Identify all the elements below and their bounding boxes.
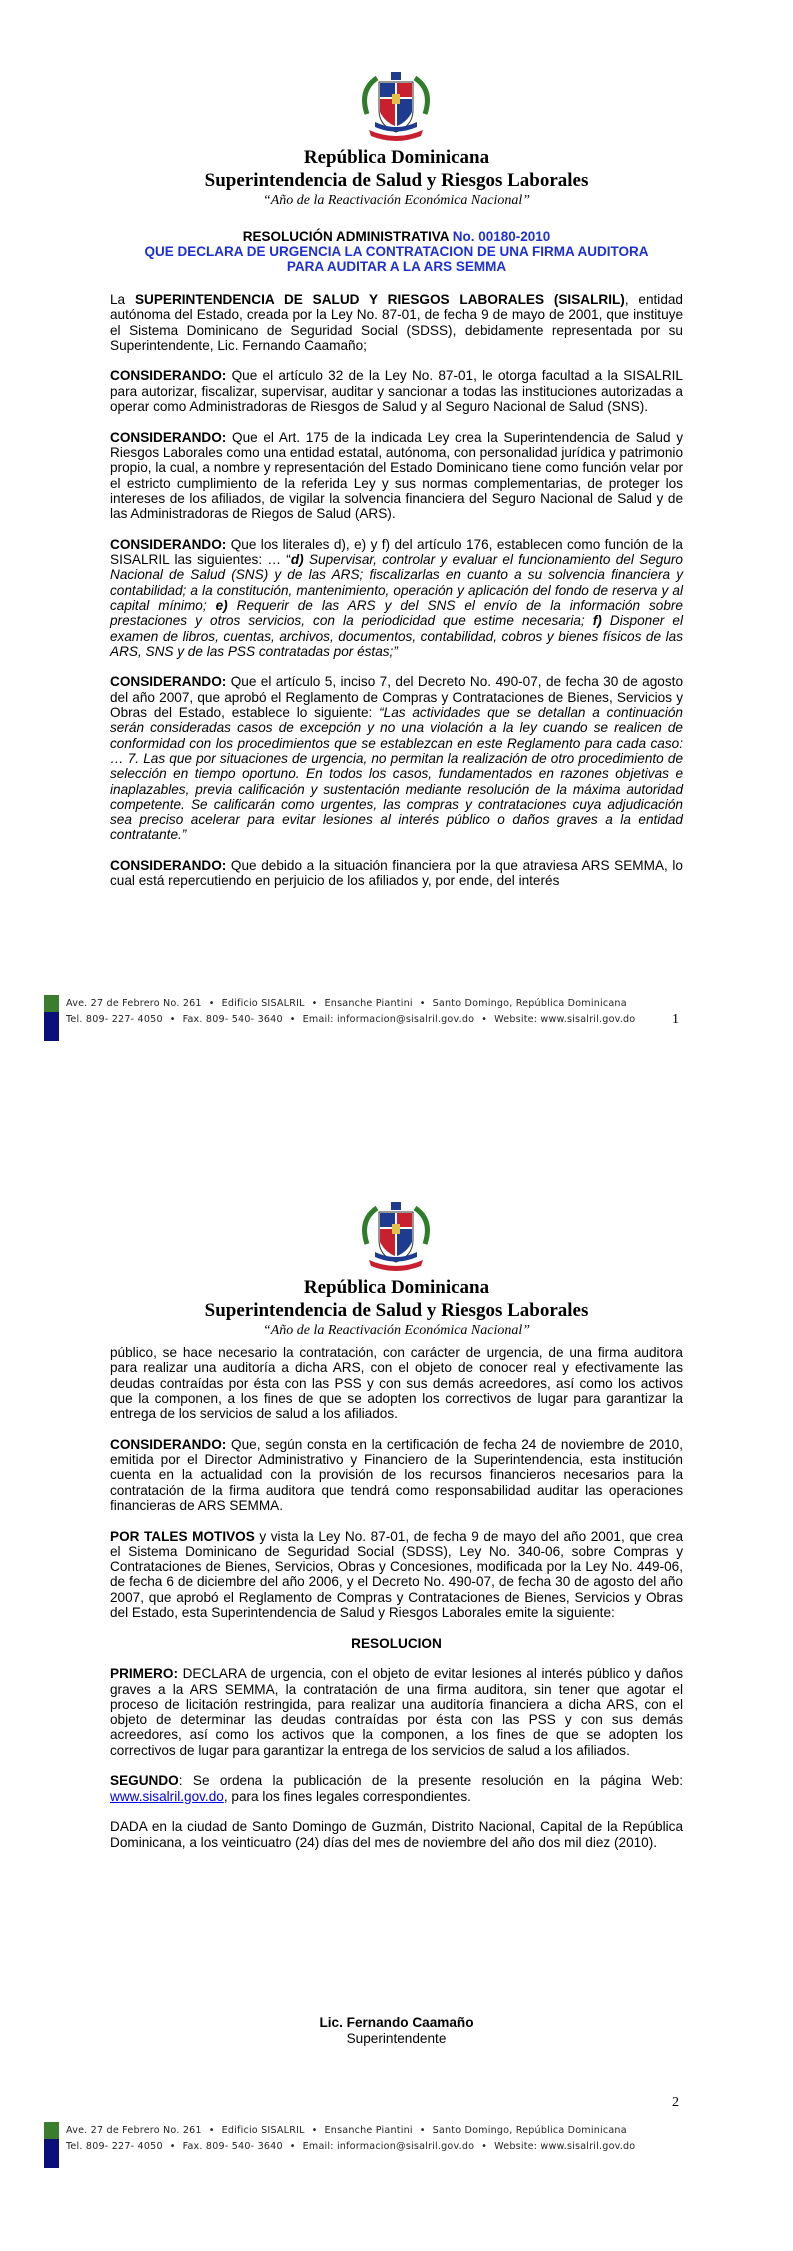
year-motto: “Año de la Reactivación Económica Nacional” <box>262 193 531 208</box>
letterhead-footer <box>44 2122 744 2168</box>
considerando-paragraph: CONSIDERANDO: Que debido a la situación financiera por la que atraviesa ARS SEMMA, lo cual está repercutiendo en perjuicio de los afiliados y, por ende, del interés <box>110 857 683 889</box>
dada-paragraph: DADA en la ciudad de Santo Domingo de Guzmán, Distrito Nacional, Capital de la República Dominicana, a los veinticuatro (24) días del mes de noviembre del año dos mil diez (2010). <box>110 1819 683 1850</box>
considerando-paragraph: CONSIDERANDO: Que el Art. 175 de la indicada Ley crea la Superintendencia de Salud y Riesgos Laborales como una entidad estatal, autónoma, con personalidad jurídica y patrimonio propio, la cual, a nombre y representación del Estado Dominicano tiene como función velar por el estricto cumplimiento de la referida Ley y sus normas complementarias, de proteger los intereses de los afiliados, de vigilar la solvencia financiera del Seguro Nacional de Salud y de las Administradoras de Riegos de Salud (ARS). <box>110 429 683 522</box>
website-link[interactable]: www.sisalril.gov.do <box>110 1788 224 1804</box>
country-name: República Dominicana <box>303 147 490 168</box>
signatory-title: Superintendente <box>346 2031 447 2046</box>
considerando-paragraph: CONSIDERANDO: Que el artículo 5, inciso 7, del Decreto No. 490-07, de fecha 30 de agosto del año 2007, que aprobó el Reglamento de Compras y Contrataciones de Bienes, Servicios y Obras del Estado, establece lo siguiente: “Las actividades que se detallan a continuación serán consideradas casos de excepción y no una violación a la ley cuando se realicen de conformidad con los procedimientos que se establezcan en este Reglamento para cada caso: … 7. Las que por situaciones de urgencia, no permitan la realización de otro procedimiento de selección en tiempo oportuno. En todos los casos, fundamentados en razones objetivas e inaplazables, previa calificación y sustentación mediante resolución de la máxima autoridad competente. Se calificarán como urgentes, las compras y contrataciones cuya adjudicación sea preciso acelerar para evitar lesiones al interés público o daños graves a la entidad contratante.” <box>110 674 683 843</box>
footer-contact-line: Tel. 809- 227- 4050 • Fax. 809- 540- 3640 • Email: informacion@sisalril.gov.do • Website: www.sisalril.gov.do <box>66 2141 636 2152</box>
document-page-1 <box>0 0 793 1125</box>
page-number: 2 <box>672 2095 679 2110</box>
footer-contact-line: Tel. 809- 227- 4050 • Fax. 809- 540- 3640 • Email: informacion@sisalril.gov.do • Website: www.sisalril.gov.do <box>66 1014 636 1025</box>
footer-email[interactable]: Email: informacion@sisalril.gov.do <box>302 2141 475 2152</box>
footer-address-line: Ave. 27 de Febrero No. 261 • Edificio SISALRIL • Ensanche Piantini • Santo Domingo, República Dominicana <box>66 2125 627 2136</box>
footer-green-bar <box>44 995 59 1012</box>
coat-of-arms-icon <box>357 70 435 142</box>
continuation-paragraph: público, se hace necesario la contratación, con carácter de urgencia, de una firma auditora para realizar una auditoría a dicha ARS, con el objeto de conocer real y efectivamente las deudas contraídas por ésta con las PSS y con sus demás acreedores, así como los activos que la componen, a los fines de que se adopten los correctivos de lugar para garantizar la entrega de los servicios de salud a los afiliados. <box>110 1345 683 1422</box>
considerando-paragraph: CONSIDERANDO: Que el artículo 32 de la Ley No. 87-01, le otorga facultad a la SISALRIL para autorizar, fiscalizar, supervisar, auditar y sancionar a todas las instituciones autorizadas a operar como Administradoras de Riesgos de Salud y al Seguro Nacional de Salud (SNS). <box>110 368 683 415</box>
footer-website[interactable]: Website: www.sisalril.gov.do <box>494 2141 636 2152</box>
resolution-subject-line-1: QUE DECLARA DE URGENCIA LA CONTRATACION DE UNA FIRMA AUDITORA <box>144 244 649 259</box>
footer-navy-bar <box>44 2139 59 2168</box>
considerando-paragraph: CONSIDERANDO: Que, según consta en la certificación de fecha 24 de noviembre de 2010, emitida por el Director Administrativo y Financiero de la Superintendencia, esta institución cuenta en la actualidad con la provisión de los recursos financieros necesarios para la contratación de la firma auditora que tendrá como responsabilidad auditar las operaciones financieras de ARS SEMMA. <box>110 1436 683 1513</box>
footer-address-line: Ave. 27 de Febrero No. 261 • Edificio SISALRIL • Ensanche Piantini • Santo Domingo, República Dominicana <box>66 998 627 1009</box>
page-number: 1 <box>672 1012 679 1027</box>
letterhead <box>0 1276 793 1339</box>
resolution-number: No. 00180-2010 <box>452 229 551 244</box>
article-segundo: SEGUNDO: Se ordena la publicación de la presente resolución en la página Web: www.sisalril.gov.do, para los fines legales correspondientes. <box>110 1773 683 1804</box>
document-body-page-1 <box>110 292 683 904</box>
resolution-title: RESOLUCIÓN ADMINISTRATIVA No. 00180-2010 <box>242 229 551 244</box>
resolution-section-heading: RESOLUCION <box>351 1635 442 1651</box>
organization-name: Superintendencia de Salud y Riesgos Laborales <box>204 170 589 191</box>
resolution-heading <box>110 229 683 274</box>
coat-of-arms-icon <box>357 1200 435 1272</box>
letterhead <box>0 146 793 209</box>
article-primero: PRIMERO: DECLARA de urgencia, con el objeto de evitar lesiones al interés público y daños graves a la ARS SEMMA, la contratación de una firma auditora, sin tener que agotar el proceso de licitación restringida, para realizar una auditoría financiera a dicha ARS, con el objeto de determinar las deudas contraídas por ésta con las PSS y con sus demás acreedores, así como los activos que la componen, a los fines de que se adopten los correctivos de lugar para garantizar la entrega de los servicios de salud a los afiliados. <box>110 1666 683 1758</box>
signature-block <box>110 2015 683 2047</box>
country-name: República Dominicana <box>303 1277 490 1298</box>
document-page-2 <box>0 1126 793 2251</box>
signatory-name: Lic. Fernando Caamaño <box>319 2015 474 2030</box>
considerando-paragraph: CONSIDERANDO: Que los literales d), e) y f) del artículo 176, establecen como función de la SISALRIL las siguientes: … “d) Supervisar, controlar y evaluar el funcionamiento del Seguro Nacional de Salud (SNS) y de las ARS; fiscalizarlas en cuanto a su solvencia financiera y contabilidad; a la constitución, mantenimiento, operación y aplicación del fondo de reserva y al capital mínimo; e) Requerir de las ARS y del SNS el envío de la información sobre prestaciones y otros servicios, con la periodicidad que estime necesaria; f) Disponer el examen de libros, cuentas, archivos, documentos, contabilidad, cobros y bienes físicos de las ARS, SNS y de las PSS contratadas por éstas;” <box>110 536 683 659</box>
motivos-paragraph: POR TALES MOTIVOS y vista la Ley No. 87-01, de fecha 9 de mayo del año 2001, que crea el Sistema Dominicano de Seguridad Social (SDSS), Ley No. 340-06, sobre Compras y Contrataciones de Bienes, Servicios, Obras y Concesiones, modificada por la Ley No. 449-06, de fecha 6 de diciembre del año 2006, y el Decreto No. 490-07, de fecha 30 de agosto del año 2007, que aprobó el Reglamento de Compras y Contrataciones de Bienes, Servicios y Obras del Estado, esta Superintendencia de Salud y Riesgos Laborales emite la siguiente: <box>110 1528 684 1621</box>
footer-green-bar <box>44 2122 59 2139</box>
footer-email[interactable]: Email: informacion@sisalril.gov.do <box>302 1014 475 1025</box>
organization-name: Superintendencia de Salud y Riesgos Laborales <box>204 1300 589 1321</box>
document-body-page-2 <box>110 1345 683 1865</box>
footer-navy-bar <box>44 1012 59 1041</box>
letterhead-footer <box>44 995 744 1041</box>
footer-website[interactable]: Website: www.sisalril.gov.do <box>494 1014 636 1025</box>
intro-paragraph: La SUPERINTENDENCIA DE SALUD Y RIESGOS LABORALES (SISALRIL), entidad autónoma del Estado, creada por la Ley No. 87-01, de fecha 9 de mayo de 2001, que instituye el Sistema Dominicano de Seguridad Social (SDSS), debidamente representada por su Superintendente, Lic. Fernando Caamaño; <box>110 292 683 353</box>
resolution-subject-line-2: PARA AUDITAR A LA ARS SEMMA <box>286 259 507 274</box>
year-motto: “Año de la Reactivación Económica Nacional” <box>262 1323 531 1338</box>
